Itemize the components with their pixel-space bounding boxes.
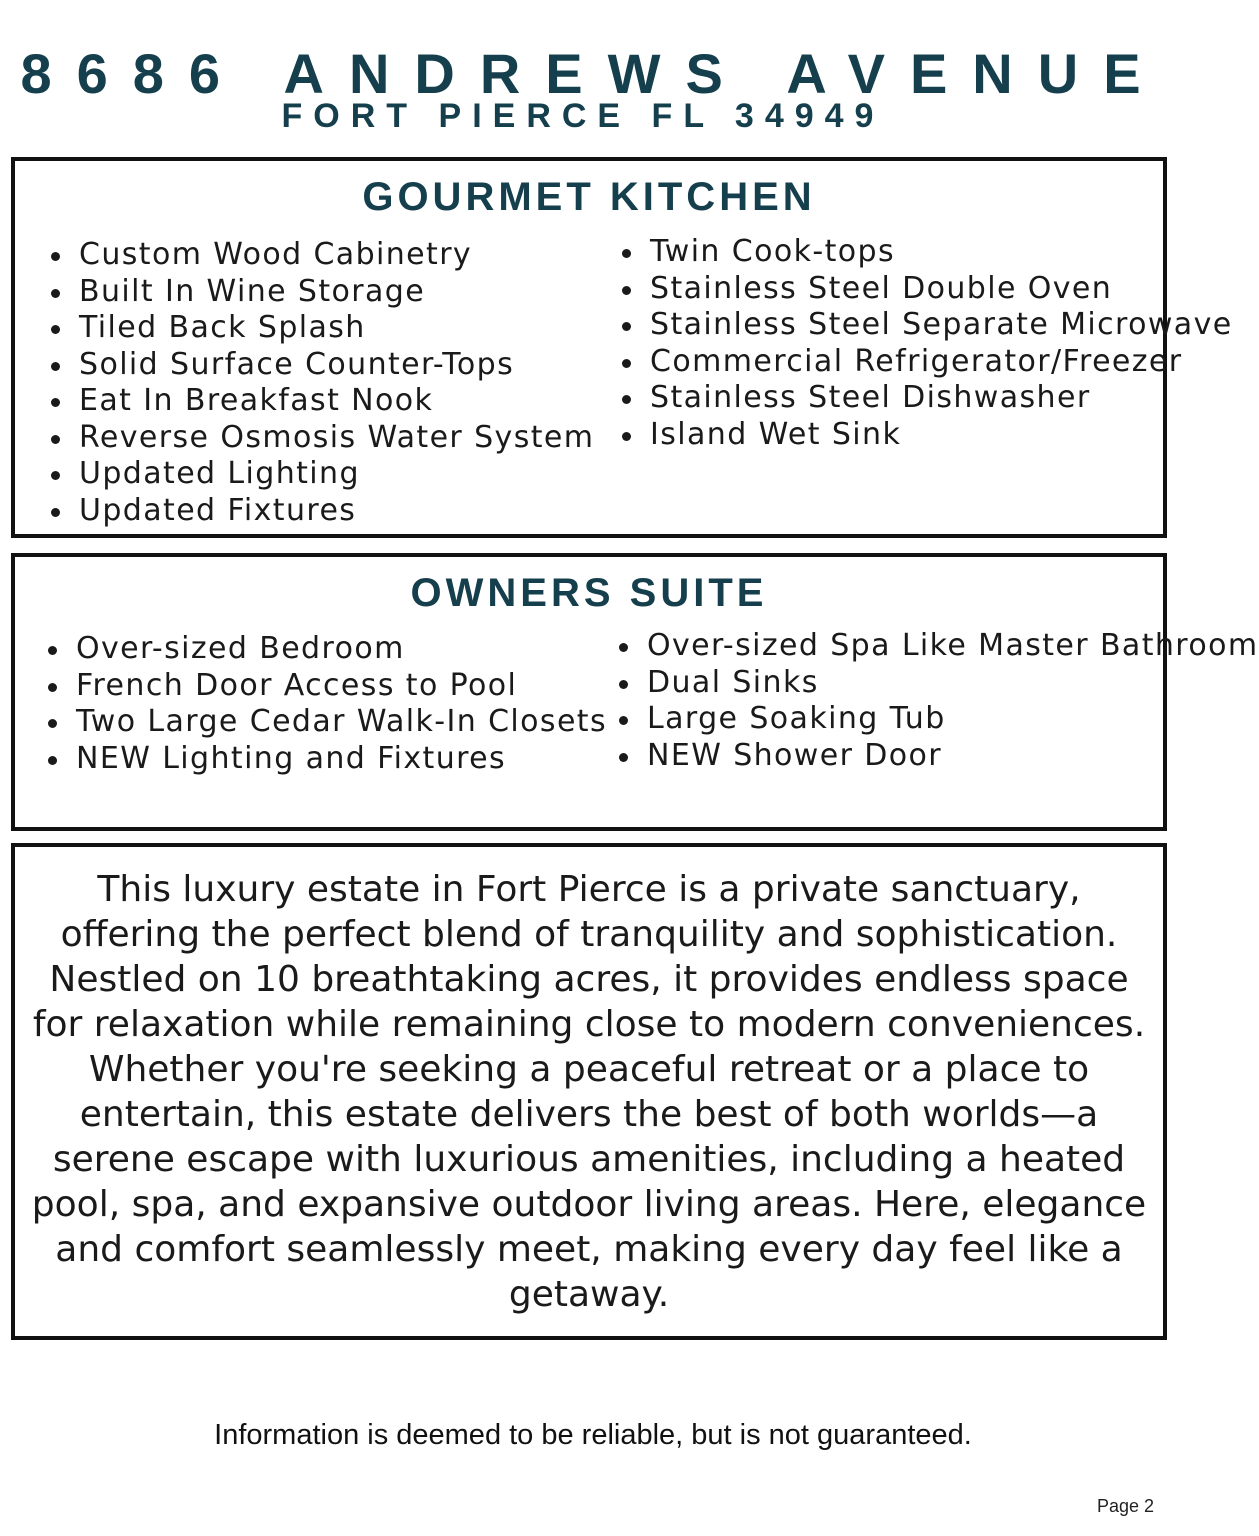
kitchen-feature: Custom Wood Cabinetry [51,237,594,274]
kitchen-feature: Island Wet Sink [622,417,1233,454]
suite-feature: NEW Lighting and Fixtures [48,741,607,778]
kitchen-feature: Solid Surface Counter-Tops [51,347,594,384]
address-title: 8686 ANDREWS AVENUE [20,42,1166,105]
suite-heading: OWNERS SUITE [410,571,768,615]
kitchen-features-right [622,234,1233,453]
kitchen-feature: Eat In Breakfast Nook [51,383,594,420]
suite-feature: Dual Sinks [619,665,1259,702]
suite-feature: Two Large Cedar Walk-In Closets [48,704,607,741]
owners-suite-section [11,553,1259,831]
city-state-zip: FORT PIERCE FL 34949 [281,97,885,135]
kitchen-features-left [51,237,594,529]
kitchen-feature: Reverse Osmosis Water System [51,420,594,457]
kitchen-feature: Tiled Back Splash [51,310,594,347]
page-number: Page 2 [1096,1496,1154,1516]
kitchen-feature: Twin Cook-tops [622,234,1233,271]
disclaimer: Information is deemed to be reliable, but is not guaranteed. [214,1419,972,1451]
kitchen-feature: Commercial Refrigerator/Freezer [622,344,1233,381]
kitchen-feature: Updated Fixtures [51,493,594,530]
suite-feature: Large Soaking Tub [619,701,1259,738]
kitchen-feature: Stainless Steel Dishwasher [622,380,1233,417]
estate-description-section [11,843,1167,1340]
suite-feature: Over-sized Spa Like Master Bathroom [619,628,1259,665]
gourmet-kitchen-section [11,157,1233,538]
suite-feature: NEW Shower Door [619,738,1259,775]
kitchen-heading: GOURMET KITCHEN [362,175,816,219]
kitchen-feature: Updated Lighting [51,456,594,493]
suite-feature: French Door Access to Pool [48,668,607,705]
estate-description: This luxury estate in Fort Pierce is a private sanctuary, offering the perfect blend of tranquility and sophistication. Nestled on 10 breathtaking acres, it provides endless space for relaxation while remaining close to modern conveniences. Whether you're seeking a peaceful retreat or a place to entertain, this estate delivers the best of both worlds—a serene escape with luxurious amenities, including a heated pool, spa, and expansive outdoor living areas. Here, elegance and comfort seamlessly meet, making every day feel like a getaway. [31,869,1147,1315]
kitchen-feature: Built In Wine Storage [51,274,594,311]
suite-features-right [619,628,1259,774]
suite-features-left [48,631,607,777]
suite-feature: Over-sized Bedroom [48,631,607,668]
kitchen-feature: Stainless Steel Double Oven [622,271,1233,308]
kitchen-feature: Stainless Steel Separate Microwave [622,307,1233,344]
